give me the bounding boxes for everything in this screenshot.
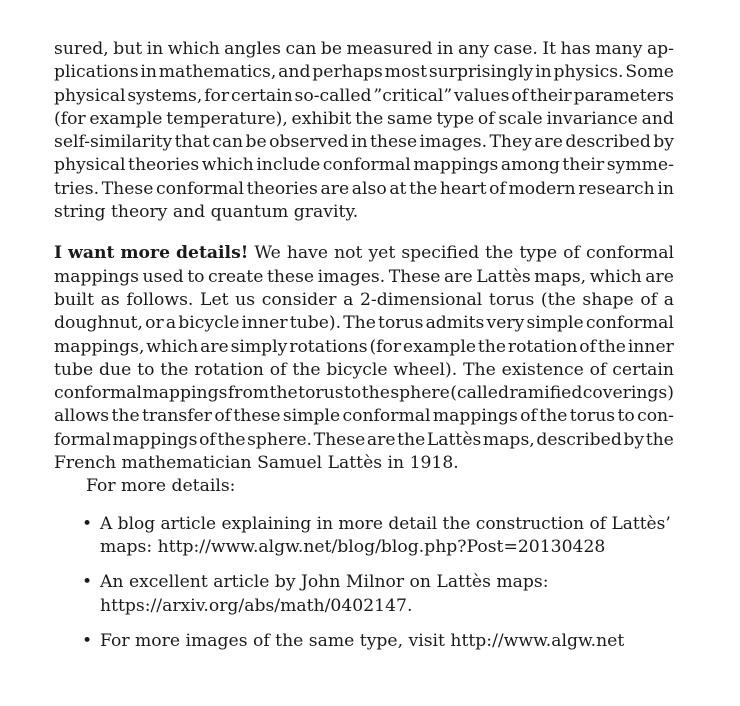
text-line: mappings used to create these images. These are Lattès maps, which are (54, 266, 674, 287)
text-line: doughnut, or a bicycle inner tube). The torus admits very simple conformal (54, 313, 674, 334)
text-line: tries. These conformal theories are also at the heart of modern research in (54, 178, 674, 199)
text-line: self-similarity that can be observed in these images. They are described by (54, 132, 674, 153)
text-line: tube due to the rotation of the bicycle wheel). The existence of certain (54, 359, 674, 380)
text-line: (for example temperature), exhibit the same type of scale invariance and (54, 108, 674, 129)
text-line: allows the transfer of these simple conformal mappings of the torus to con- (54, 406, 674, 427)
bullet-icon: • (82, 572, 93, 593)
list-item (54, 630, 674, 653)
text-line: formal mappings of the sphere. These are the Lattès maps, described by the (54, 429, 674, 450)
text-line: physical theories which include conformal mappings among their symme- (54, 155, 674, 176)
paragraph-more-details (54, 242, 674, 498)
bullet-icon: • (82, 513, 93, 534)
text-line: conformal mappings from the torus to the sphere (called ramified coverings) (54, 383, 674, 404)
section-heading: I want more details! (54, 243, 249, 264)
document-page (54, 38, 674, 665)
list-item-line: An excellent article by John Milnor on Lattès maps: (100, 572, 549, 593)
text-line-with-heading: I want more details! We have not yet specified the type of conformal (54, 242, 674, 265)
details-list (54, 513, 674, 653)
list-item (54, 513, 674, 560)
list-item-line: A blog article explaining in more detail the construction of Lattès’ (100, 513, 671, 534)
list-item (54, 571, 674, 618)
text-line: built as follows. Let us consider a 2-dimensional torus (the shape of a (54, 289, 674, 310)
list-item-link[interactable]: maps: http://www.algw.net/blog/blog.php?Post=20130428 (100, 536, 606, 557)
text-line: string theory and quantum gravity. (54, 202, 359, 223)
text-line: plications in mathematics, and perhaps most surprisingly in physics. Some (54, 62, 674, 83)
paragraph-conformal-physics (54, 38, 674, 224)
text-line: French mathematician Samuel Lattès in 1918. (54, 453, 459, 474)
bullet-icon: • (82, 630, 93, 651)
list-item-link[interactable]: https://arxiv.org/abs/math/0402147. (100, 595, 413, 616)
details-intro: For more details: (86, 476, 236, 497)
list-item-line[interactable]: For more images of the same type, visit http://www.algw.net (100, 630, 625, 651)
text-line: physical systems, for certain so-called ”critical” values of their parameters (54, 85, 674, 106)
text-line: sured, but in which angles can be measured in any case. It has many ap- (54, 39, 674, 59)
text-line: mappings, which are simply rotations (for example the rotation of the inner (54, 336, 674, 357)
